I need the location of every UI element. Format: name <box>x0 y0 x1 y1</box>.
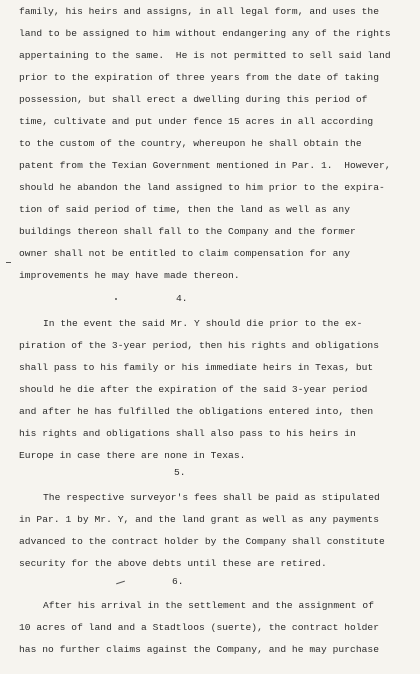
pencil-mark <box>116 581 125 585</box>
margin-mark <box>6 262 11 263</box>
text-line: security for the above debts until these are retired. <box>19 558 327 569</box>
text-line: land to be assigned to him without endangering any of the rights <box>19 28 391 39</box>
text-line: his rights and obligations shall also pass to his heirs in <box>19 428 356 439</box>
text-line: time, cultivate and put under fence 15 acres in all according <box>19 116 374 127</box>
text-line: patent from the Texian Government mentioned in Par. 1. However, <box>19 160 391 171</box>
text-line: appertaining to the same. He is not permitted to sell said land <box>19 50 391 61</box>
text-line: should he abandon the land assigned to him prior to the expira- <box>19 182 385 193</box>
text-line: to the custom of the country, whereupon he shall obtain the <box>19 138 362 149</box>
text-line: and after he has fulfilled the obligations entered into, then <box>19 406 374 417</box>
text-line: piration of the 3-year period, then his rights and obligations <box>19 340 380 351</box>
text-line: The respective surveyor's fees shall be paid as stipulated <box>43 492 380 503</box>
text-line: After his arrival in the settlement and the assignment of <box>43 600 375 611</box>
text-line: family, his heirs and assigns, in all legal form, and uses the <box>19 6 380 17</box>
stray-dot <box>115 298 117 300</box>
section-number: 4. <box>176 293 188 304</box>
section-number: 6. <box>172 576 184 587</box>
text-line: possession, but shall erect a dwelling during this period of <box>19 94 368 105</box>
text-line: owner shall not be entitled to claim compensation for any <box>19 248 351 259</box>
section-number: 5. <box>174 467 186 478</box>
text-line: improvements he may have made thereon. <box>19 270 240 281</box>
text-line: prior to the expiration of three years from the date of taking <box>19 72 380 83</box>
text-line: buildings thereon shall fall to the Company and the former <box>19 226 356 237</box>
text-line: has no further claims against the Company, and he may purchase <box>19 644 380 655</box>
text-line: tion of said period of time, then the land as well as any <box>19 204 351 215</box>
text-line: in Par. 1 by Mr. Y, and the land grant as well as any payments <box>19 514 380 525</box>
text-line: Europe in case there are none in Texas. <box>19 450 246 461</box>
text-line: shall pass to his family or his immediate heirs in Texas, but <box>19 362 374 373</box>
text-line: should he die after the expiration of the said 3-year period <box>19 384 368 395</box>
text-line: In the event the said Mr. Y should die prior to the ex- <box>43 318 363 329</box>
text-line: 10 acres of land and a Stadtloos (suerte), the contract holder <box>19 622 380 633</box>
text-line: advanced to the contract holder by the Company shall constitute <box>19 536 385 547</box>
